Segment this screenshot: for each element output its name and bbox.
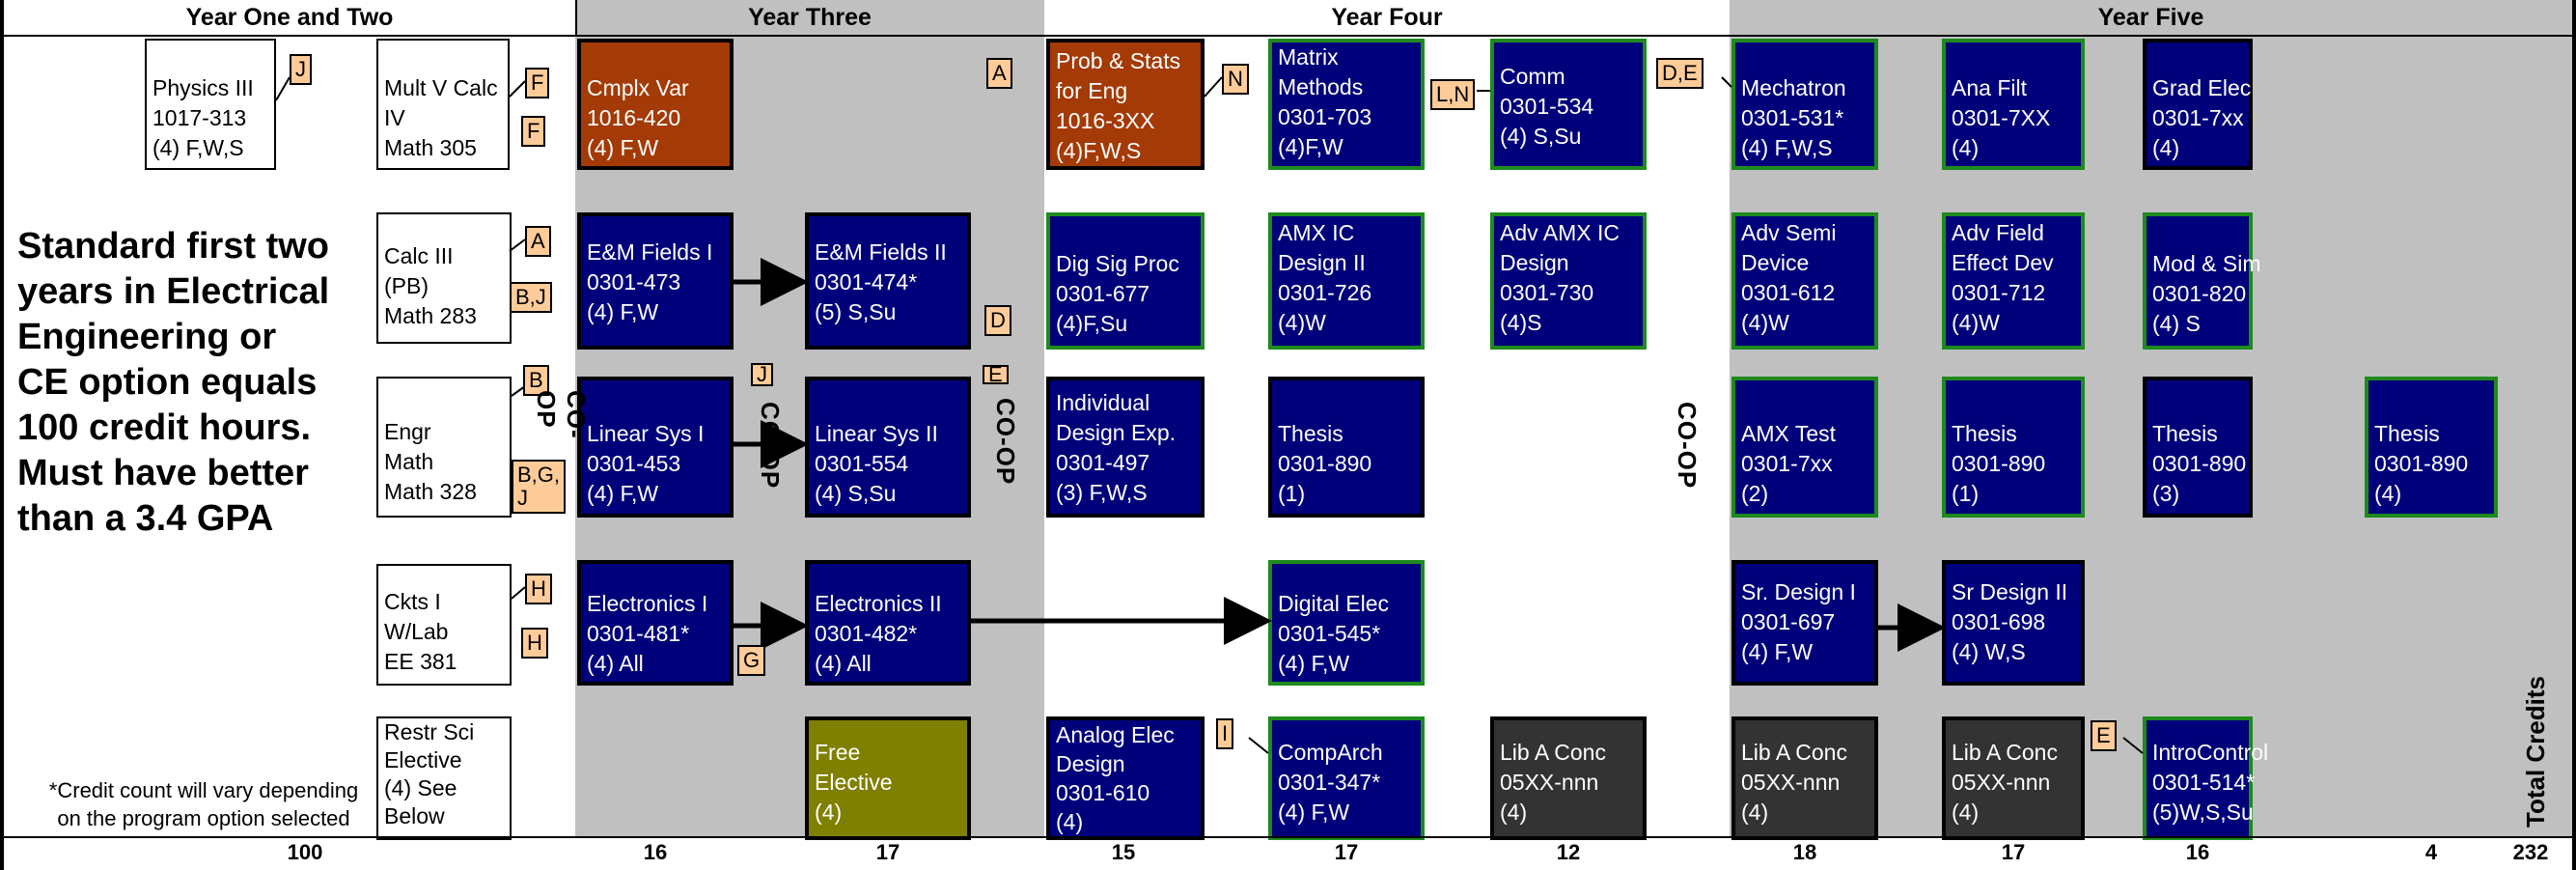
- course-line: (4) F,W: [587, 135, 659, 160]
- course-line: Elective: [384, 747, 462, 772]
- course-line: 0301-554: [815, 451, 909, 476]
- tag-line: J: [517, 486, 528, 510]
- course-line: Design: [1500, 250, 1569, 275]
- tag-calc-a: A: [525, 226, 551, 257]
- course-line: 0301-712: [1952, 280, 2046, 305]
- header-year-three: Year Three: [748, 4, 872, 31]
- course-line: Design: [1056, 751, 1125, 776]
- course-line: 05XX-nnn: [1952, 770, 2051, 795]
- course-line: (4) S,Su: [1500, 124, 1582, 149]
- intro-line: Standard first two: [17, 226, 330, 267]
- course-line: (4): [1741, 800, 1769, 825]
- coop-label: CO-OP: [991, 398, 1020, 486]
- tag-ckt-h-2: H: [521, 628, 548, 659]
- total-credits-value: 232: [2512, 840, 2549, 864]
- connector-layer: [4, 0, 2572, 870]
- coop-label: CO-OP: [1673, 402, 1702, 490]
- course-line: Adv Semi: [1741, 220, 1837, 245]
- course-line: Adv AMX IC: [1500, 220, 1620, 245]
- course-line: 0301-7xx: [2152, 105, 2244, 130]
- course-line: Elective: [815, 770, 893, 795]
- course-line: (5)W,S,Su: [2152, 800, 2254, 825]
- course-line: (4)W: [1952, 310, 2000, 335]
- tag-pointer: [1205, 77, 1222, 97]
- course-line: 0301-534: [1500, 94, 1594, 119]
- course-line: (4) F,W: [1278, 651, 1350, 676]
- total-y5-q1: 18: [1792, 840, 1817, 864]
- course-line: 0301-697: [1741, 609, 1836, 634]
- course-line: Lib A Conc: [1952, 740, 2058, 765]
- tag-pointer: [1249, 738, 1268, 753]
- course-line: 0301-820: [2152, 281, 2247, 306]
- course-line: 0301-347*: [1278, 770, 1381, 795]
- course-line: Calc III: [384, 243, 454, 268]
- intro-line: CE option equals: [17, 362, 318, 403]
- course-line: Thesis: [2152, 421, 2218, 446]
- course-line: Effect Dev: [1952, 250, 2054, 275]
- course-line: Electronics II: [815, 591, 942, 616]
- course-line: 05XX-nnn: [1741, 770, 1841, 795]
- credit-note-line: *Credit count will vary depending: [48, 778, 359, 802]
- tag-mult-f-2: F: [521, 116, 545, 147]
- tag-lin-e: E: [983, 365, 1009, 384]
- course-line: 0301-531*: [1741, 105, 1844, 130]
- course-line: 0301-482*: [815, 621, 918, 646]
- tag-pointer: [2123, 738, 2143, 753]
- tag-emf-d: D: [984, 305, 1011, 336]
- header-year-one-two: Year One and Two: [185, 4, 394, 31]
- tag-mech-de: D,E: [1656, 58, 1703, 89]
- course-line: Digital Elec: [1278, 591, 1390, 616]
- intro-line: 100 credit hours.: [17, 407, 312, 448]
- course-line: Free: [815, 740, 861, 765]
- course-line: Analog Elec: [1056, 722, 1175, 747]
- course-line: Sr. Design I: [1741, 579, 1856, 604]
- course-line: (4)W: [1278, 310, 1326, 335]
- total-y4-q1: 15: [1111, 840, 1136, 864]
- tag-physics-j: J: [290, 54, 312, 85]
- course-line: Individual: [1056, 390, 1150, 415]
- course-line: (5) S,Su: [815, 299, 897, 324]
- tag-engr-bgj: [512, 460, 566, 514]
- course-line: Mod & Sim: [2152, 251, 2261, 276]
- tag-prob-n: N: [1222, 64, 1249, 95]
- course-line: Ana Filt: [1952, 75, 2027, 100]
- course-line: Matrix: [1278, 44, 1339, 70]
- header-year-four: Year Four: [1331, 4, 1443, 31]
- course-line: (4) F,W: [1741, 639, 1814, 664]
- course-line: (PB): [384, 273, 429, 298]
- course-line: Grad Elec: [2152, 75, 2252, 100]
- program-chart: [4, 0, 2572, 870]
- course-line: (4) S,Su: [815, 481, 897, 506]
- course-line: 0301-703: [1278, 104, 1372, 129]
- course-line: Comm: [1500, 64, 1565, 89]
- tag-pointer: [510, 81, 525, 97]
- course-line: Lib A Conc: [1500, 740, 1606, 765]
- tag-pointer: [512, 587, 525, 599]
- course-line: IntroControl: [2152, 740, 2269, 765]
- course-line: (4)W: [1741, 310, 1789, 335]
- course-line: AMX Test: [1741, 421, 1836, 446]
- course-line: 0301-890: [1278, 451, 1372, 476]
- course-line: Engr: [384, 419, 431, 444]
- tag-line: B,G,: [517, 463, 561, 487]
- course-line: CompArch: [1278, 740, 1383, 765]
- tag-elec-g: G: [737, 645, 765, 676]
- course-line: (4) F,W,S: [152, 135, 244, 160]
- course-line: Math 305: [384, 135, 477, 160]
- course-line: Linear Sys II: [815, 421, 938, 446]
- course-line: (4)S: [1500, 310, 1542, 335]
- course-line: Mechatron: [1741, 75, 1846, 100]
- course-line: 0301-612: [1741, 280, 1836, 305]
- course-line: 0301-890: [2374, 451, 2469, 476]
- course-line: Design Exp.: [1056, 420, 1177, 445]
- total-y5-q2: 17: [2001, 840, 2026, 864]
- course-line: (1): [1278, 481, 1306, 506]
- coop-label: CO-OP: [532, 390, 591, 439]
- course-line: 0301-453: [587, 451, 681, 476]
- course-line: Lib A Conc: [1741, 740, 1847, 765]
- course-line: (4)F,Su: [1056, 311, 1128, 336]
- tag-mult-f-1: F: [525, 68, 549, 98]
- course-line: Dig Sig Proc: [1056, 251, 1179, 276]
- course-line: (4) All: [815, 651, 872, 676]
- course-line: IV: [384, 105, 405, 130]
- course-line: (4) S: [2152, 311, 2201, 336]
- course-line: Math 283: [384, 303, 477, 328]
- course-line: Prob & Stats: [1056, 48, 1181, 73]
- total-y3-q2: 17: [875, 840, 900, 864]
- course-line: (4): [2374, 481, 2402, 506]
- intro-line: Engineering or: [17, 317, 277, 357]
- course-line: EE 381: [384, 649, 457, 674]
- course-line: (4): [1056, 809, 1084, 834]
- course-line: Linear Sys I: [587, 421, 705, 446]
- course-line: 0301-474*: [815, 269, 918, 295]
- course-line: (4) W,S: [1952, 639, 2026, 664]
- course-line: 0301-473: [587, 269, 681, 295]
- course-line: Math 328: [384, 479, 477, 504]
- course-line: (4): [1500, 800, 1528, 825]
- total-credits-label: Total Credits: [2521, 676, 2550, 828]
- tag-ckt-h-1: H: [525, 574, 552, 604]
- course-line: 0301-7xx: [1741, 451, 1833, 476]
- course-line: (4) F,W: [1278, 800, 1350, 825]
- tag-calc-bj: B,J: [510, 282, 552, 313]
- header-year-five: Year Five: [2097, 4, 2204, 31]
- course-line: AMX IC: [1278, 220, 1355, 245]
- course-line: 0301-677: [1056, 281, 1150, 306]
- coop-label: CO-OP: [756, 402, 785, 490]
- total-y3-q1: 16: [643, 840, 668, 864]
- course-line: 0301-890: [1952, 451, 2046, 476]
- tag-engr-b: B: [523, 365, 549, 396]
- course-line: Adv Field: [1952, 220, 2044, 245]
- course-line: Mult V Calc: [384, 75, 498, 100]
- tag-comp-i: I: [1216, 718, 1233, 749]
- course-line: (4)F,W: [1278, 134, 1343, 159]
- course-line: Sr Design II: [1952, 579, 2068, 604]
- intro-line: than a 3.4 GPA: [17, 498, 274, 539]
- credit-note-line: on the program option selected: [57, 806, 350, 830]
- intro-line: Must have better: [17, 453, 309, 493]
- course-line: Below: [384, 803, 445, 828]
- course-line: for Eng: [1056, 78, 1128, 103]
- tag-pointer: [276, 77, 290, 100]
- course-line: (4): [1952, 800, 1980, 825]
- course-line: Electronics I: [587, 591, 708, 616]
- course-line: (4): [1952, 135, 1980, 160]
- total-y5-q3: 16: [2185, 840, 2210, 864]
- course-line: (1): [1952, 481, 1980, 506]
- course-line: (4): [815, 800, 843, 825]
- total-year-1-2: 100: [287, 840, 323, 864]
- course-line: 05XX-nnn: [1500, 770, 1599, 795]
- intro-line: years in Electrical: [17, 271, 330, 312]
- course-line: E&M Fields II: [815, 239, 947, 265]
- tag-prob-a: A: [986, 58, 1012, 89]
- course-line: 0301-481*: [587, 621, 690, 646]
- tag-intro-e: E: [2091, 720, 2117, 751]
- course-line: 0301-698: [1952, 609, 2046, 634]
- course-line: Math: [384, 449, 434, 474]
- course-line: Thesis: [1278, 421, 1343, 446]
- total-y5-q4: 4: [2424, 840, 2438, 864]
- course-line: 0301-726: [1278, 280, 1372, 305]
- course-line: 1016-420: [587, 105, 681, 130]
- course-line: Physics III: [152, 75, 254, 100]
- course-line: (4) F,W,S: [1741, 135, 1833, 160]
- course-line: W/Lab: [384, 619, 449, 644]
- course-line: (2): [1741, 481, 1769, 506]
- tag-lin-j: J: [751, 363, 773, 386]
- course-line: (3): [2152, 481, 2180, 506]
- course-line: Cmplx Var: [587, 75, 689, 100]
- course-line: Ckts I: [384, 589, 441, 614]
- course-line: 0301-7XX: [1952, 105, 2051, 130]
- course-line: 0301-610: [1056, 780, 1150, 805]
- course-line: E&M Fields I: [587, 239, 713, 265]
- course-line: 0301-497: [1056, 450, 1150, 475]
- total-y4-q3: 12: [1556, 840, 1581, 864]
- course-line: (4): [2152, 135, 2180, 160]
- course-line: (4) F,W: [587, 299, 659, 324]
- course-line: 1016-3XX: [1056, 108, 1155, 133]
- course-line: (4) All: [587, 651, 644, 676]
- total-y4-q2: 17: [1334, 840, 1359, 864]
- course-line: Restr Sci: [384, 719, 475, 744]
- course-line: 0301-730: [1500, 280, 1594, 305]
- course-line: 0301-545*: [1278, 621, 1381, 646]
- course-line: (3) F,W,S: [1056, 480, 1148, 505]
- course-line: (4)F,W,S: [1056, 138, 1142, 163]
- tag-comm-ln: L,N: [1430, 79, 1475, 110]
- course-line: 1017-313: [152, 105, 247, 130]
- course-line: 0301-514*: [2152, 770, 2256, 795]
- course-line: 0301-890: [2152, 451, 2247, 476]
- course-line: (4) See: [384, 775, 457, 800]
- course-line: Device: [1741, 250, 1810, 275]
- course-line: Design II: [1278, 250, 1366, 275]
- course-line: Thesis: [2374, 421, 2440, 446]
- course-line: (4) F,W: [587, 481, 659, 506]
- tag-pointer: [1722, 77, 1731, 87]
- course-line: Methods: [1278, 74, 1364, 99]
- course-line: Thesis: [1952, 421, 2017, 446]
- tag-pointer: [510, 239, 525, 251]
